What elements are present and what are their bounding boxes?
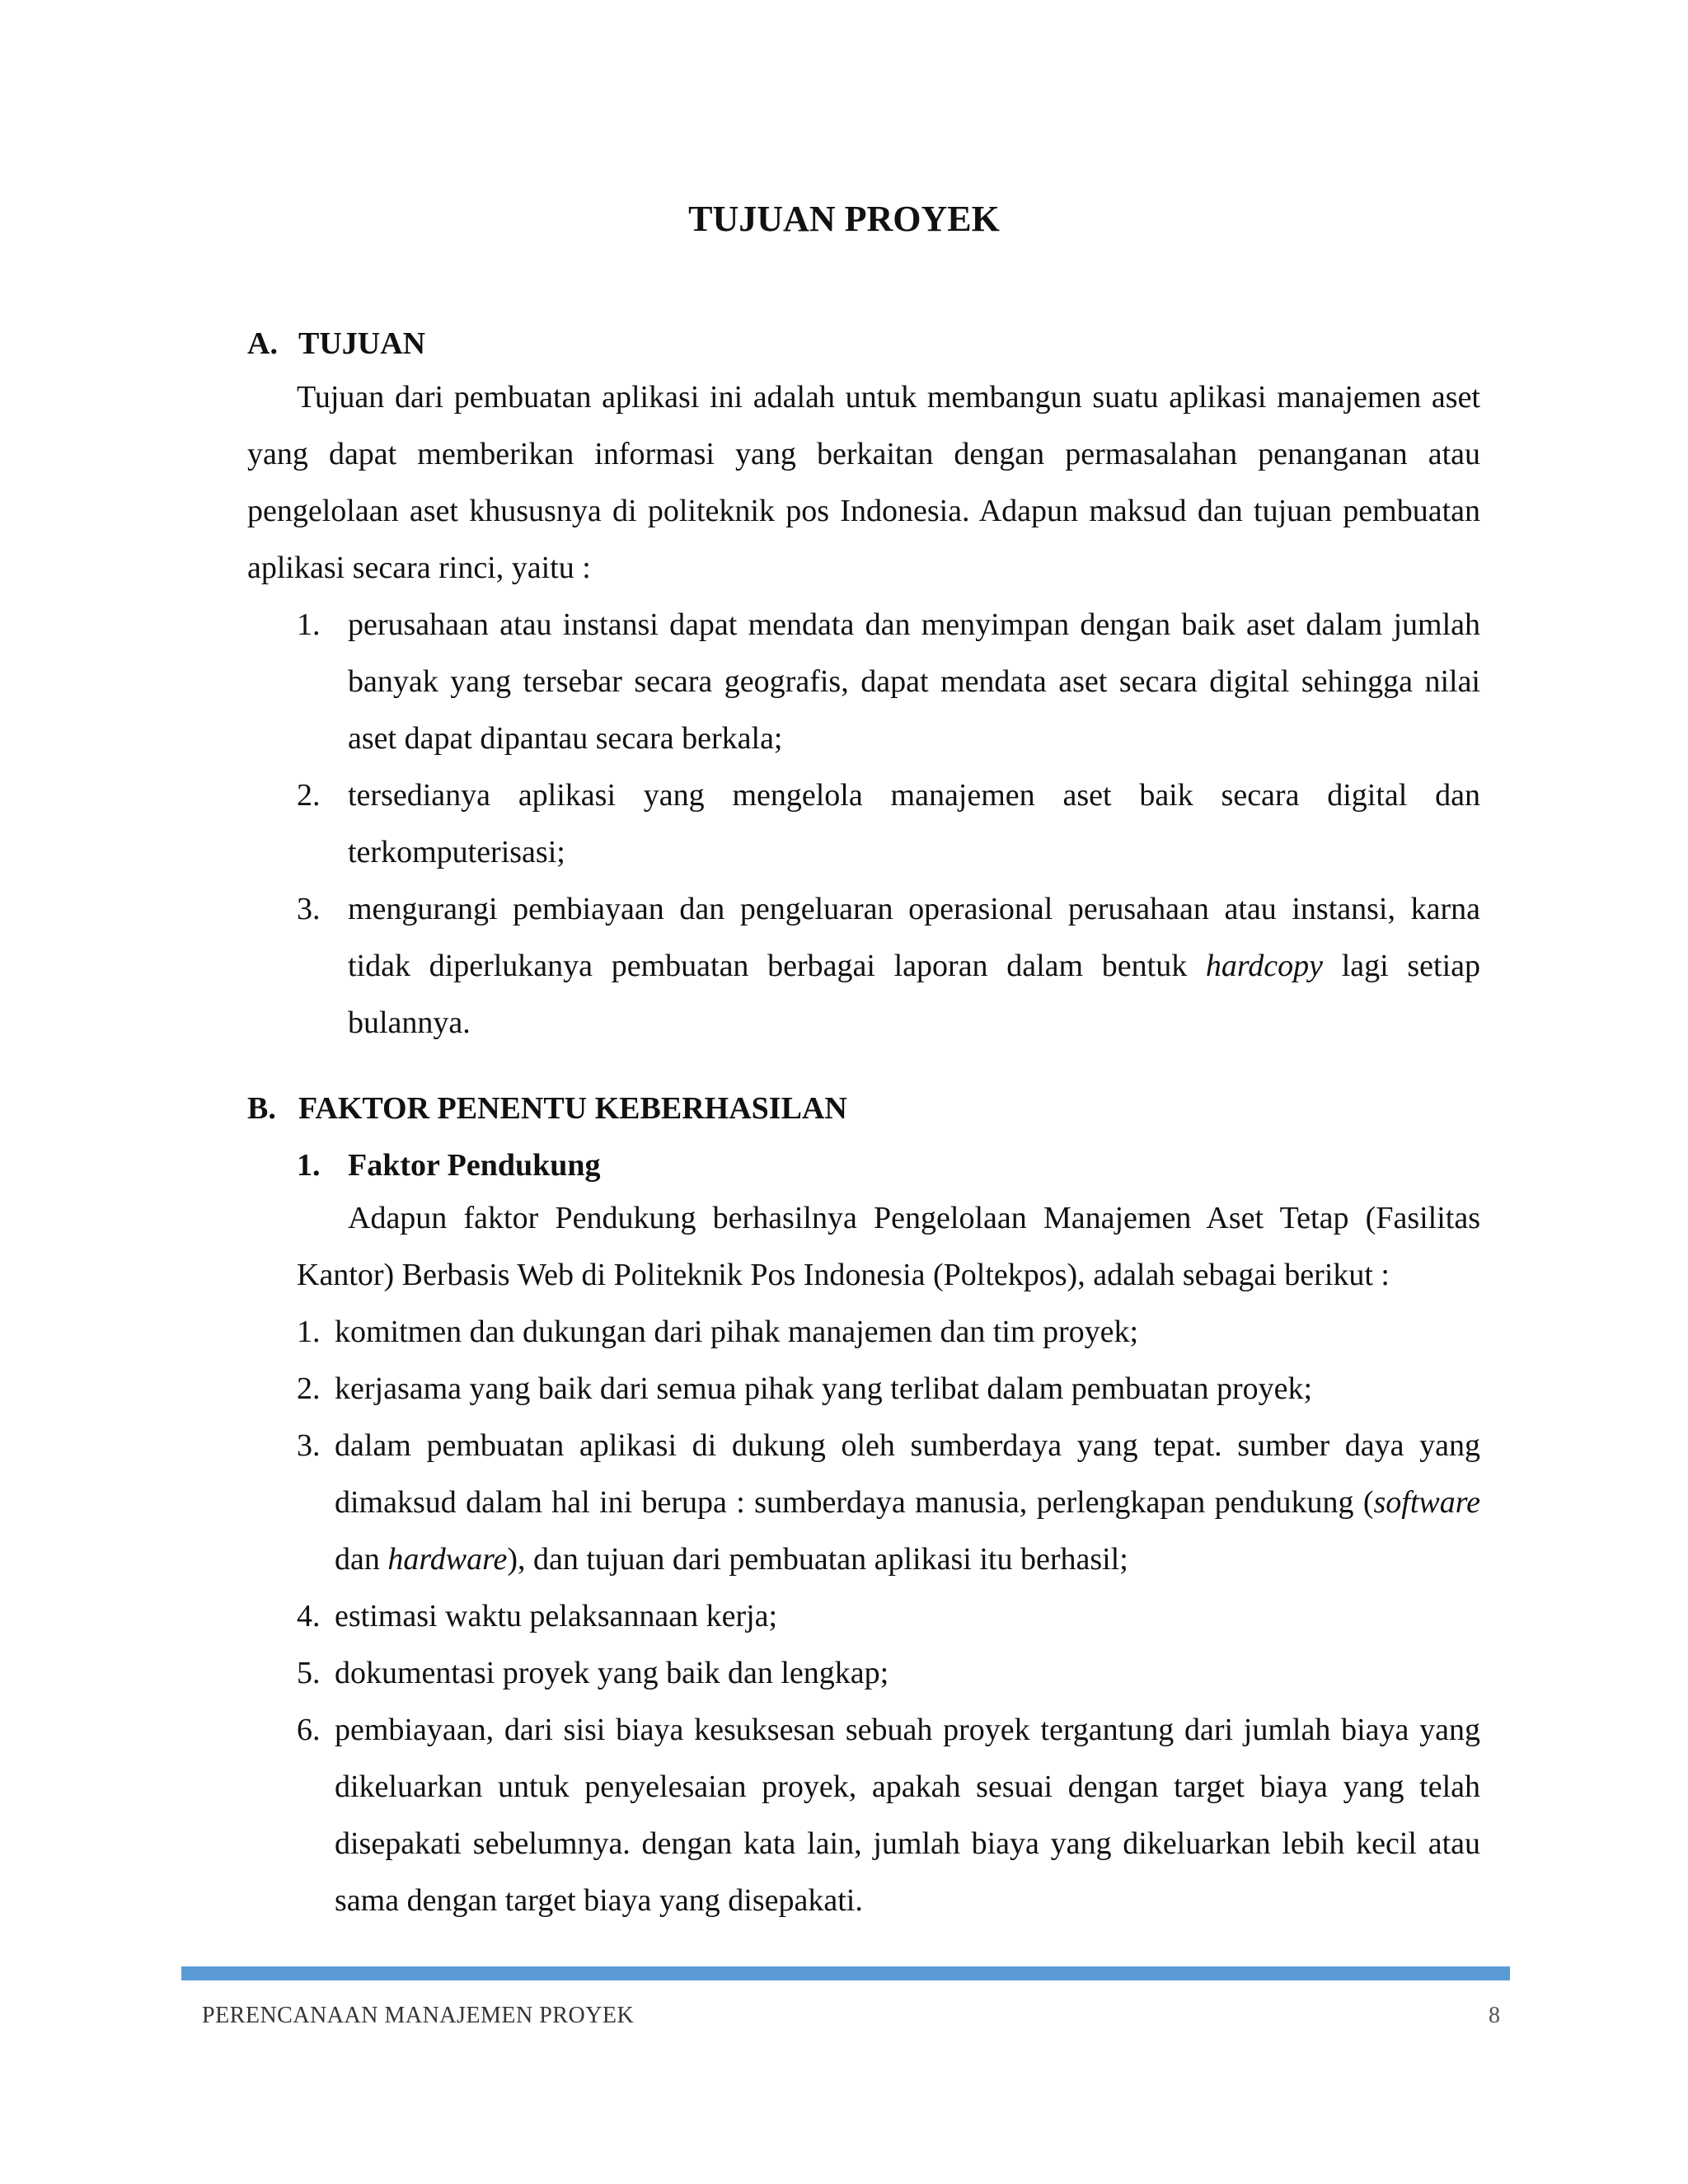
list-item-text bbox=[348, 892, 1480, 1040]
section-b-letter: B. bbox=[247, 1091, 276, 1126]
section-a-heading bbox=[247, 323, 425, 364]
section-a-letter: A. bbox=[247, 326, 278, 361]
list-item bbox=[297, 1361, 1480, 1418]
list-item-text: perusahaan atau instansi dapat mendata dan menyimpan dengan baik aset dalam jumlah banyak yang tersebar secara geografis, dapat mendata aset secara digital sehingga nilai aset dapat dipantau secara berkala; bbox=[348, 607, 1480, 756]
list-item-text: komitmen dan dukungan dari pihak manajemen dan tim proyek; bbox=[335, 1315, 1139, 1349]
section-a-list bbox=[297, 597, 1480, 1052]
section-b-list bbox=[297, 1304, 1480, 1929]
list-item-number: 1. bbox=[297, 607, 321, 642]
list-item bbox=[297, 1588, 1480, 1645]
list-item bbox=[297, 1702, 1480, 1929]
list-item-text-mid: dan bbox=[335, 1542, 388, 1577]
list-item-text-before: mengurangi pembiayaan dan pengeluaran operasional perusahaan atau instansi, karna tidak diperlukanya pembuatan berbagai laporan dalam bentuk bbox=[348, 892, 1480, 983]
list-item bbox=[297, 1418, 1480, 1588]
page-title: TUJUAN PROYEK bbox=[688, 199, 1000, 239]
list-item-number: 1. bbox=[297, 1315, 321, 1349]
subsection-number: 1. bbox=[297, 1148, 321, 1183]
list-item bbox=[297, 767, 1480, 881]
section-b-title: FAKTOR PENENTU KEBERHASILAN bbox=[298, 1091, 847, 1126]
list-item-italic-term: hardcopy bbox=[1205, 949, 1324, 983]
section-a-paragraph: Tujuan dari pembuatan aplikasi ini adalah untuk membangun suatu aplikasi manajemen aset yang dapat memberikan informasi yang berkaitan dengan permasalahan penanganan atau pengelolaan aset khususnya di politeknik pos Indonesia. Adapun maksud dan tujuan pembuatan aplikasi secara rinci, yaitu : bbox=[247, 380, 1480, 585]
list-item-number: 3. bbox=[297, 1428, 321, 1463]
list-item-number: 2. bbox=[297, 778, 321, 813]
list-item bbox=[297, 881, 1480, 1052]
list-item-text: pembiayaan, dari sisi biaya kesuksesan sebuah proyek tergantung dari jumlah biaya yang dikeluarkan untuk penyelesaian proyek, apakah sesuai dengan target biaya yang telah disepakati sebelumnya. dengan kata lain, jumlah biaya yang dikeluarkan lebih kecil atau sama dengan target biaya yang disepakati. bbox=[335, 1713, 1480, 1918]
list-item-text-after: ), dan tujuan dari pembuatan aplikasi itu berhasil; bbox=[507, 1542, 1128, 1577]
list-item-number: 2. bbox=[297, 1371, 321, 1406]
list-item-italic-hardware: hardware bbox=[387, 1542, 508, 1577]
list-item-number: 4. bbox=[297, 1599, 321, 1633]
footer-divider-bar bbox=[181, 1966, 1510, 1980]
list-item-text-after: lagi setiap bulannya. bbox=[348, 949, 1481, 1040]
list-item bbox=[297, 597, 1480, 767]
section-a-title: TUJUAN bbox=[298, 326, 426, 361]
section-b-heading bbox=[247, 1088, 847, 1129]
page-number: 8 bbox=[1489, 2003, 1500, 2028]
subsection-heading bbox=[297, 1145, 601, 1186]
list-item-text bbox=[335, 1428, 1480, 1577]
list-item-text: dokumentasi proyek yang baik dan lengkap; bbox=[335, 1656, 889, 1690]
list-item-text-before: dalam pembuatan aplikasi di dukung oleh sumberdaya yang tepat. sumber daya yang dimaksud dalam hal ini berupa : sumberdaya manusia, perlengkapan pendukung ( bbox=[335, 1428, 1480, 1520]
list-item-text: tersedianya aplikasi yang mengelola manajemen aset baik secara digital dan terkomputerisasi; bbox=[348, 778, 1480, 869]
list-item-number: 3. bbox=[297, 892, 321, 926]
subsection-title: Faktor Pendukung bbox=[348, 1148, 601, 1183]
list-item-number: 6. bbox=[297, 1713, 321, 1747]
list-item-italic-software: software bbox=[1373, 1485, 1480, 1520]
subsection-paragraph: Adapun faktor Pendukung berhasilnya Pengelolaan Manajemen Aset Tetap (Fasilitas Kantor) Berbasis Web di Politeknik Pos Indonesia (Poltekpos), adalah sebagai berikut : bbox=[297, 1201, 1480, 1292]
list-item-number: 5. bbox=[297, 1656, 321, 1690]
list-item bbox=[297, 1304, 1480, 1361]
list-item-text: kerjasama yang baik dari semua pihak yang terlibat dalam pembuatan proyek; bbox=[335, 1371, 1313, 1406]
footer-title: PERENCANAAN MANAJEMEN PROYEK bbox=[202, 2003, 635, 2028]
list-item-text: estimasi waktu pelaksannaan kerja; bbox=[335, 1599, 778, 1633]
list-item bbox=[297, 1645, 1480, 1702]
